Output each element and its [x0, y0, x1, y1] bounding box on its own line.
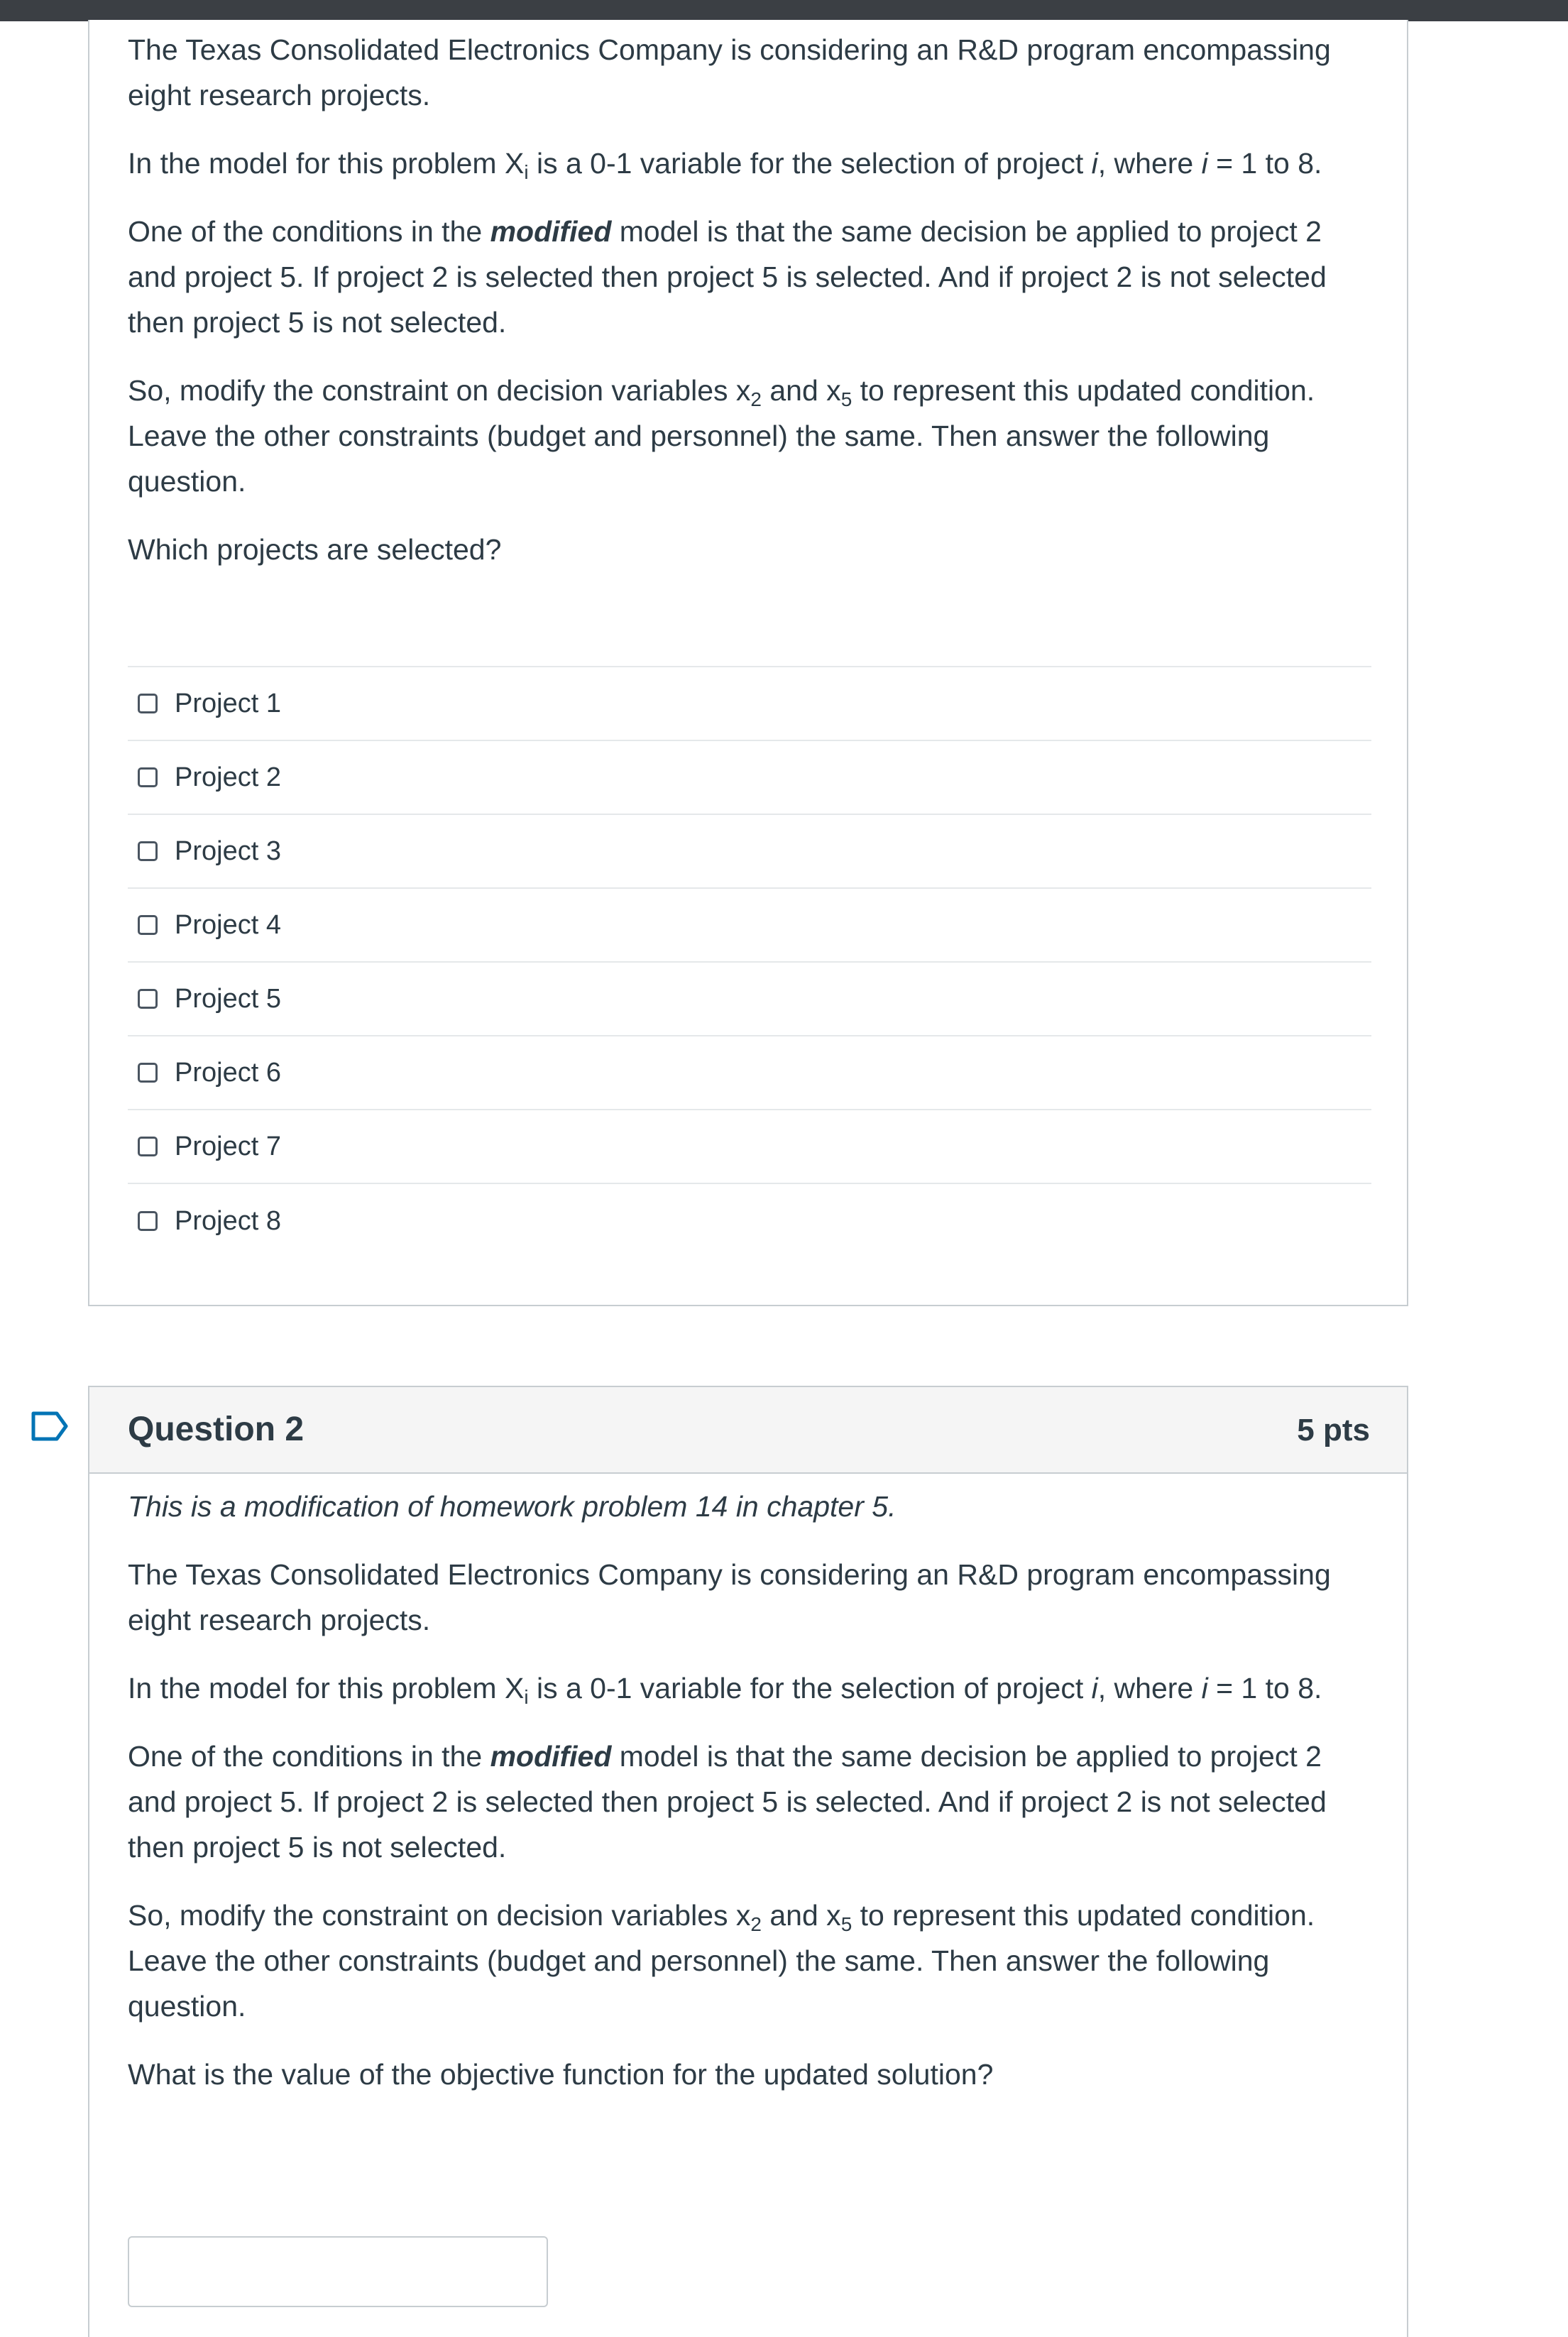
answer-label[interactable]: Project 4	[175, 909, 281, 940]
question-1-card	[88, 20, 1408, 1306]
answer-option[interactable]	[128, 1110, 1371, 1184]
note-paragraph: This is a modification of homework problem 14 in chapter 5.	[128, 1490, 897, 1523]
answer-option[interactable]	[128, 963, 1371, 1036]
answer-option[interactable]	[128, 1036, 1371, 1110]
intro-paragraph: The Texas Consolidated Electronics Company is considering an R&D program encompassing eight research projects.	[128, 1558, 1331, 1636]
question-1-text	[128, 27, 1377, 595]
question-prompt: Which projects are selected?	[128, 533, 502, 566]
question-title: Question 2	[128, 1411, 305, 1448]
answer-label[interactable]: Project 8	[175, 1205, 281, 1236]
model-paragraph: In the model for this problem $X_i$ is a 0-1 variable for the selection of project i, where i = 1 to 8.	[128, 147, 1322, 183]
answer-label[interactable]: Project 3	[175, 836, 281, 866]
modify-paragraph: So, modify the constraint on decision variables $x_2$ and $x_5$ to represent this updated condition. Leave the other constraints (budget and personnel) the same. Then answer the following question.	[128, 374, 1315, 498]
top-bar	[0, 0, 1568, 21]
answer-input[interactable]	[128, 2236, 548, 2307]
checkbox[interactable]	[138, 1137, 158, 1156]
checkbox[interactable]	[138, 915, 158, 935]
answer-label[interactable]: Project 5	[175, 983, 281, 1014]
checkbox[interactable]	[138, 1063, 158, 1083]
answer-option[interactable]	[128, 815, 1371, 889]
condition-paragraph: One of the conditions in the modified model is that the same decision be applied to project 2 and project 5. If project 2 is selected then project 5 is selected. And if project 2 is not selected then project 5 is not selected.	[128, 215, 1327, 339]
checkbox[interactable]	[138, 767, 158, 787]
answer-option[interactable]	[128, 889, 1371, 963]
question-header	[89, 1387, 1407, 1474]
answer-label[interactable]: Project 6	[175, 1057, 281, 1088]
question-prompt: What is the value of the objective function for the updated solution?	[128, 2058, 994, 2091]
question-2-text	[128, 1484, 1377, 2120]
flag-question-icon[interactable]	[31, 1411, 68, 1441]
answer-list	[128, 666, 1371, 1258]
question-points: 5 pts	[1297, 1413, 1370, 1447]
condition-paragraph: One of the conditions in the modified model is that the same decision be applied to project 2 and project 5. If project 2 is selected then project 5 is selected. And if project 2 is not selected then project 5 is not selected.	[128, 1740, 1327, 1863]
answer-option[interactable]	[128, 1184, 1371, 1258]
answer-label[interactable]: Project 1	[175, 688, 281, 718]
checkbox[interactable]	[138, 694, 158, 713]
checkbox[interactable]	[138, 989, 158, 1009]
intro-paragraph: The Texas Consolidated Electronics Company is considering an R&D program encompassing eight research projects.	[128, 33, 1331, 111]
question-2-card	[88, 1386, 1408, 2337]
answer-label[interactable]: Project 2	[175, 762, 281, 792]
model-paragraph: In the model for this problem $X_i$ is a 0-1 variable for the selection of project i, where i = 1 to 8.	[128, 1672, 1322, 1708]
checkbox[interactable]	[138, 1211, 158, 1231]
modify-paragraph: So, modify the constraint on decision variables $x_2$ and $x_5$ to represent this updated condition. Leave the other constraints (budget and personnel) the same. Then answer the following question.	[128, 1899, 1315, 2023]
answer-option[interactable]	[128, 667, 1371, 741]
answer-option[interactable]	[128, 741, 1371, 815]
answer-label[interactable]: Project 7	[175, 1131, 281, 1161]
checkbox[interactable]	[138, 841, 158, 861]
